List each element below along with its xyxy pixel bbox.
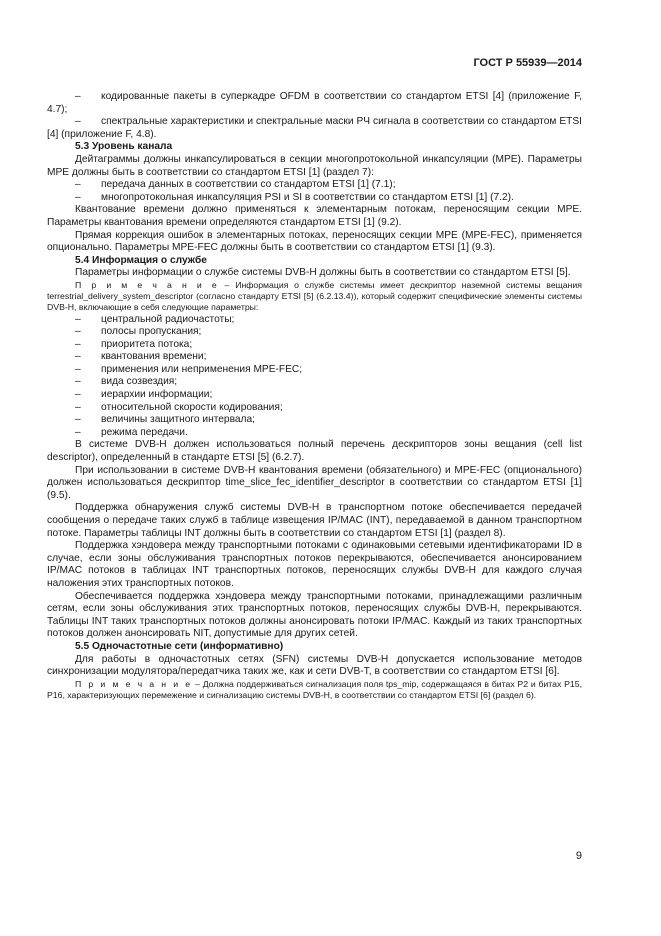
note-label: П р и м е ч а н и е — [75, 678, 193, 689]
dash-bullet: – — [75, 389, 81, 401]
note-text: – Должна поддерживаться сигнализация поля tps_mip, содержащаяся в битах P2 и битах P15, P16, характеризующих перемежение и сигнализацию системы DVB-H, в соответствии со стандартом ETSI [6] (раздел 6). — [47, 678, 582, 700]
list-item-text: относительной скорости кодирования; — [101, 401, 283, 413]
list-item — [47, 364, 582, 377]
list-item-text: центральной радиочастоты; — [101, 313, 235, 325]
list-item-text: режима передачи. — [101, 426, 188, 438]
list-item-text: величины защитного интервала; — [101, 414, 255, 426]
list-item — [47, 389, 582, 402]
paragraph: Квантование времени должно применяться к элементарным потокам, переносящим секции MPE. Параметры квантования времени определяются стандартом ETSI [1] (9.2). — [47, 204, 582, 228]
list-item — [47, 314, 582, 327]
section-heading: 5.4 Информация о службе — [75, 254, 207, 266]
paragraph: Прямая коррекция ошибок в элементарных потоках, переносящих секции MPE (MPE-FEC), применяется опционально. Параметры MPE-FEC должны быть в соответствии со стандартом ETSI [1] (9.3). — [47, 229, 582, 254]
list-item — [47, 326, 582, 339]
dash-bullet: – — [75, 426, 81, 438]
list-item — [47, 376, 582, 389]
paragraph: При использовании в системе DVB-H квантования времени (обязательного) и MPE-FEC (опционального) должен использоваться дескриптор time_slice_fec_identifier_descriptor в соответствии со стандартом ETSI [1] (9.5). — [47, 464, 582, 501]
list-item-text: иерархии информации; — [101, 389, 213, 401]
list-item — [47, 402, 582, 415]
list-item-text: вида созвездия; — [101, 376, 178, 388]
dash-bullet: – — [75, 313, 81, 325]
dash-bullet: – — [75, 414, 81, 426]
dash-bullet: – — [75, 91, 81, 102]
section-heading: 5.3 Уровень канала — [75, 141, 173, 153]
list-item-text: передача данных в соответствии со стандартом ETSI [1] (7.1); — [101, 179, 396, 191]
dash-bullet: – — [75, 363, 81, 375]
dash-bullet: – — [75, 179, 81, 191]
note-label: П р и м е ч а н и е — [75, 279, 219, 290]
note — [47, 679, 582, 701]
list-item — [47, 427, 582, 440]
dash-bullet: – — [75, 116, 81, 128]
paragraph: Поддержка хэндовера между транспортными потоками с одинаковыми сетевыми идентификаторами ID в случае, если зоны обслуживания транспортных потоков перекрываются, обеспечивается анонсированием IP/MAC потоков в таблицах INT транспортных потоков, переносящих службы DVB-H для каждого случая наложения этих транспортных потоков. — [47, 540, 582, 589]
list-item-text: кодированные пакеты в суперкадре OFDM в соответствии со стандартом ETSI [4] (приложение F, 4.7); — [47, 91, 582, 115]
list-item — [47, 179, 582, 192]
paragraph: В системе DVB-H должен использоваться полный перечень дескрипторов зоны вещания (cell list descriptor), определенный в стандарте ETSI [5] (6.2.7). — [47, 439, 582, 464]
list-item — [47, 339, 582, 352]
page-number: 9 — [575, 850, 582, 862]
note — [47, 280, 582, 314]
list-item-text: многопротокольная инкапсуляция PSI и SI в соответствии со стандартом ETSI [1] (7.2). — [101, 191, 514, 203]
dash-bullet: – — [75, 376, 81, 388]
list-item-text: квантования времени; — [101, 351, 207, 363]
list-item — [47, 351, 582, 364]
list-item — [47, 116, 582, 141]
paragraph: Для работы в одночастотных сетях (SFN) системы DVB-H допускается использование методов синхронизации модулятора/передатчика таких же, как и сети DVB-T, в соответствии со стандартом ETSI [6]. — [47, 653, 582, 678]
paragraph: Поддержка обнаружения служб системы DVB-H в транспортном потоке обеспечивается передачей сообщения о передаче таких служб в таблице извещения IP/MAC (INT), передаваемой в данном транспортном потоке. Параметры таблицы INT должны быть в соответствии со стандартом ETSI [1] (раздел 8). — [47, 502, 582, 539]
list-item-text: приоритета потока; — [101, 338, 193, 350]
list-item-text: полосы пропускания; — [101, 326, 202, 338]
document-header: ГОСТ Р 55939—2014 — [473, 57, 582, 69]
dash-bullet: – — [75, 401, 81, 413]
paragraph: Обеспечивается поддержка хэндовера между транспортными потоками, принадлежащими различным сетям, если зоны обслуживания этих транспортных потоков, переносящих службы DVB-H, перекрываются. Таблицы INT таких транспортных потоков должны анонсировать потоки IP/MAC. Каждый из таких транспортных потоков должен анонсировать NIT, допустимые для других сетей. — [47, 590, 582, 640]
section-heading: 5.5 Одночастотные сети (информативно) — [75, 640, 284, 652]
paragraph: Дейтаграммы должны инкапсулироваться в секции многопротокольной инкапсуляции (MPE). Параметры MPE должны быть в соответствии со стандартом ETSI [1] (раздел 7): — [47, 153, 582, 178]
paragraph: Параметры информации о службе системы DVB-H должны быть в соответствии со стандартом ETSI [5]. — [75, 267, 571, 279]
list-item-text: применения или неприменения MPE-FEC; — [101, 363, 303, 375]
note-text: – Информация о службе системы имеет дескриптор наземной системы вещания terrestrial_delivery_system_descriptor (согласно стандарту ETSI [5] (6.2.13.4)), который содержит специфические элементы системы DVB-H, включающие в себя следующие параметры: — [47, 279, 582, 313]
list-item — [47, 414, 582, 427]
dash-bullet: – — [75, 351, 81, 363]
list-item-text: спектральные характеристики и спектральные маски РЧ сигнала в соответствии со стандартом ETSI [4] (приложение F, 4.8). — [47, 116, 582, 140]
document-body — [47, 91, 582, 701]
dash-bullet: – — [75, 326, 81, 338]
dash-bullet: – — [75, 191, 81, 203]
list-item — [47, 192, 582, 205]
list-item — [47, 91, 582, 116]
dash-bullet: – — [75, 338, 81, 350]
